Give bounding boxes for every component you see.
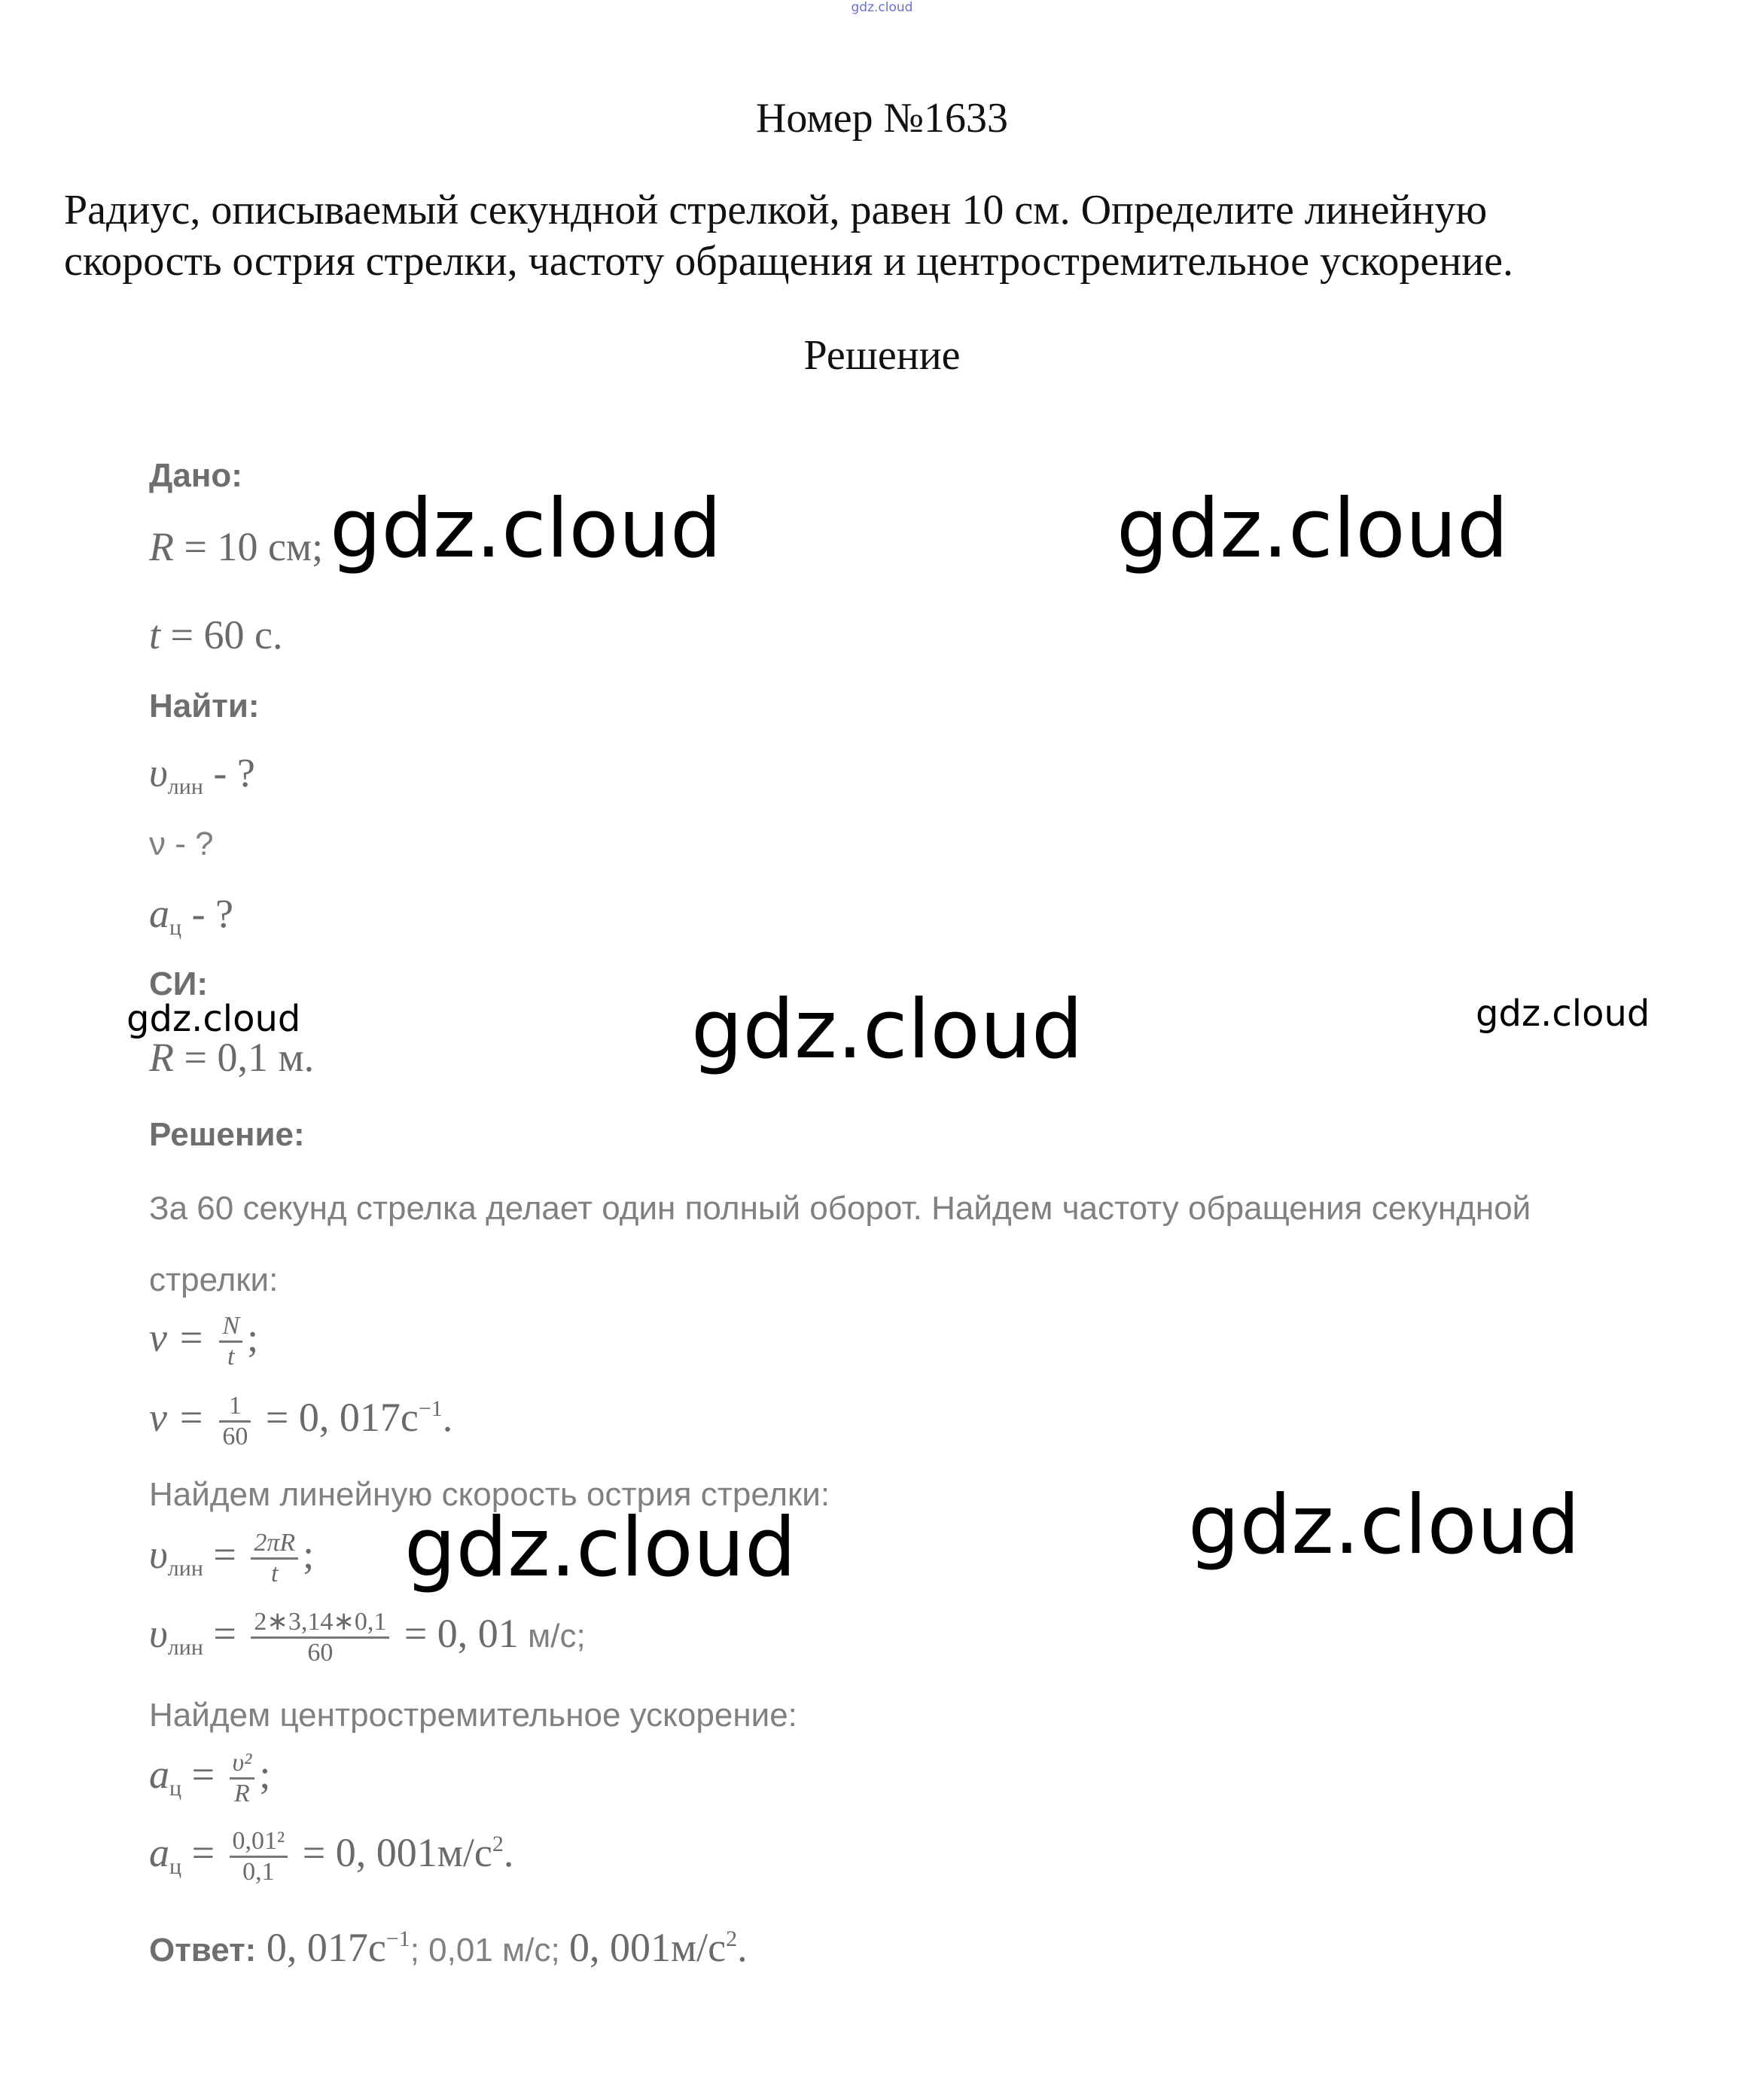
given-label: Дано:: [149, 457, 242, 494]
solution-text-1a: За 60 секунд стрелка делает один полный оборот. Найдем частоту обращения секундной: [149, 1190, 1531, 1227]
formula-4-unit: м/с;: [518, 1617, 586, 1655]
formula-6-numerator: 0,01²: [230, 1827, 288, 1858]
watermark: gdz.cloud: [126, 998, 301, 1040]
formula-5-end: ;: [259, 1751, 271, 1797]
find-linear-speed: [149, 749, 255, 800]
formula-1-lhs: ν =: [149, 1314, 215, 1360]
formula-3-end: ;: [303, 1531, 315, 1577]
formula-6-denominator: 0,1: [242, 1858, 275, 1886]
formula-linear-speed-general: [149, 1529, 314, 1588]
solution-text-3: Найдем центростремительное ускорение:: [149, 1697, 797, 1734]
acceleration-subscript: ц: [169, 915, 182, 940]
formula-4-subscript: лин: [167, 1634, 203, 1660]
speed-question: - ?: [203, 750, 255, 795]
formula-frequency-general: [149, 1312, 258, 1371]
acceleration-variable: a: [149, 891, 169, 936]
watermark: gdz.cloud: [1188, 1478, 1580, 1572]
si-radius-variable: R: [149, 1035, 174, 1080]
watermark: gdz.cloud: [330, 482, 722, 576]
watermark: gdz.cloud: [404, 1501, 797, 1595]
answer-acceleration-exponent: 2: [726, 1926, 738, 1951]
formula-frequency-value: [149, 1392, 452, 1451]
formula-2-numerator: 1: [219, 1392, 251, 1423]
formula-1-numerator: N: [219, 1312, 242, 1343]
si-radius-value: = 0,1 м.: [174, 1035, 315, 1080]
formula-3-denominator: t: [271, 1560, 279, 1588]
task-line-1: Радиус, описываемый секундной стрелкой, равен 10 см. Определите линейную: [64, 187, 1488, 233]
answer-end: .: [737, 1925, 748, 1970]
find-label: Найти:: [149, 688, 260, 724]
formula-5-variable: a: [149, 1751, 169, 1797]
answer-frequency-exponent: −1: [385, 1926, 410, 1951]
radius-value: = 10 см;: [174, 524, 324, 569]
given-radius: [149, 523, 323, 570]
formula-3-eq: =: [203, 1531, 247, 1577]
formula-acceleration-value: [149, 1827, 513, 1886]
formula-2-lhs: ν =: [149, 1394, 215, 1440]
answer-label: Ответ:: [149, 1932, 257, 1969]
formula-3-subscript: лин: [167, 1555, 203, 1581]
formula-4-eq: =: [203, 1610, 247, 1656]
formula-acceleration-general: [149, 1749, 270, 1808]
formula-6-subscript: ц: [169, 1853, 182, 1879]
formula-3-numerator: 2πR: [251, 1529, 298, 1560]
formula-6-eq: =: [181, 1829, 225, 1875]
si-radius: [149, 1034, 314, 1081]
formula-2-rhs: = 0, 017с: [255, 1394, 419, 1440]
formula-5-subscript: ц: [169, 1775, 182, 1801]
formula-5-denominator: R: [234, 1780, 250, 1807]
formula-1-denominator: t: [227, 1343, 235, 1371]
formula-6-rhs: = 0, 001м/с: [292, 1829, 492, 1875]
page-title: Номер №1633: [755, 95, 1009, 142]
header-watermark: gdz.cloud: [851, 0, 913, 15]
answer-speed: ; 0,01 м/с;: [410, 1932, 569, 1969]
formula-4-fraction: [251, 1608, 389, 1667]
time-value: = 60 с.: [160, 612, 283, 657]
formula-4-denominator: 60: [307, 1639, 334, 1667]
formula-4-variable: υ: [149, 1610, 168, 1656]
watermark: gdz.cloud: [1117, 482, 1509, 576]
formula-2-end: .: [442, 1394, 453, 1440]
formula-6-fraction: [230, 1827, 288, 1886]
solution-text-1b: стрелки:: [149, 1261, 279, 1298]
formula-6-exponent: 2: [492, 1831, 504, 1856]
formula-1-end: ;: [247, 1314, 259, 1360]
formula-5-fraction: [230, 1749, 255, 1808]
watermark: gdz.cloud: [1476, 993, 1650, 1035]
find-acceleration: [149, 890, 233, 941]
formula-6-variable: a: [149, 1829, 169, 1875]
given-time: [149, 612, 282, 658]
formula-linear-speed-value: [149, 1608, 586, 1667]
speed-variable: υ: [149, 750, 168, 795]
formula-2-fraction: [219, 1392, 251, 1451]
speed-subscript: лин: [167, 774, 203, 799]
formula-2-denominator: 60: [222, 1423, 248, 1450]
formula-5-eq: =: [181, 1751, 225, 1797]
formula-2-exponent: −1: [418, 1395, 443, 1421]
find-frequency: ν - ?: [149, 825, 214, 862]
time-variable: t: [149, 612, 161, 657]
solution-label: Решение:: [149, 1116, 305, 1153]
answer-line: [149, 1924, 748, 1971]
task-statement: [64, 185, 1720, 287]
solution-heading: Решение: [803, 332, 961, 379]
acceleration-question: - ?: [181, 891, 234, 936]
watermark: gdz.cloud: [691, 983, 1083, 1077]
formula-4-numerator: 2∗3,14∗0,1: [251, 1608, 389, 1639]
formula-3-fraction: [251, 1529, 298, 1588]
formula-5-numerator: υ²: [230, 1749, 255, 1780]
task-line-2: скорость острия стрелки, частоту обращения и центростремительное ускорение.: [64, 238, 1513, 285]
solution-text-2: Найдем линейную скорость острия стрелки:: [149, 1476, 830, 1513]
answer-frequency: 0, 017с: [256, 1925, 386, 1970]
formula-1-fraction: [219, 1312, 242, 1371]
formula-6-end: .: [503, 1829, 514, 1875]
formula-4-rhs: = 0, 01: [394, 1610, 519, 1656]
answer-acceleration: 0, 001м/с: [568, 1925, 727, 1970]
formula-3-variable: υ: [149, 1531, 168, 1577]
si-label: СИ:: [149, 965, 209, 1002]
radius-variable: R: [149, 524, 174, 569]
